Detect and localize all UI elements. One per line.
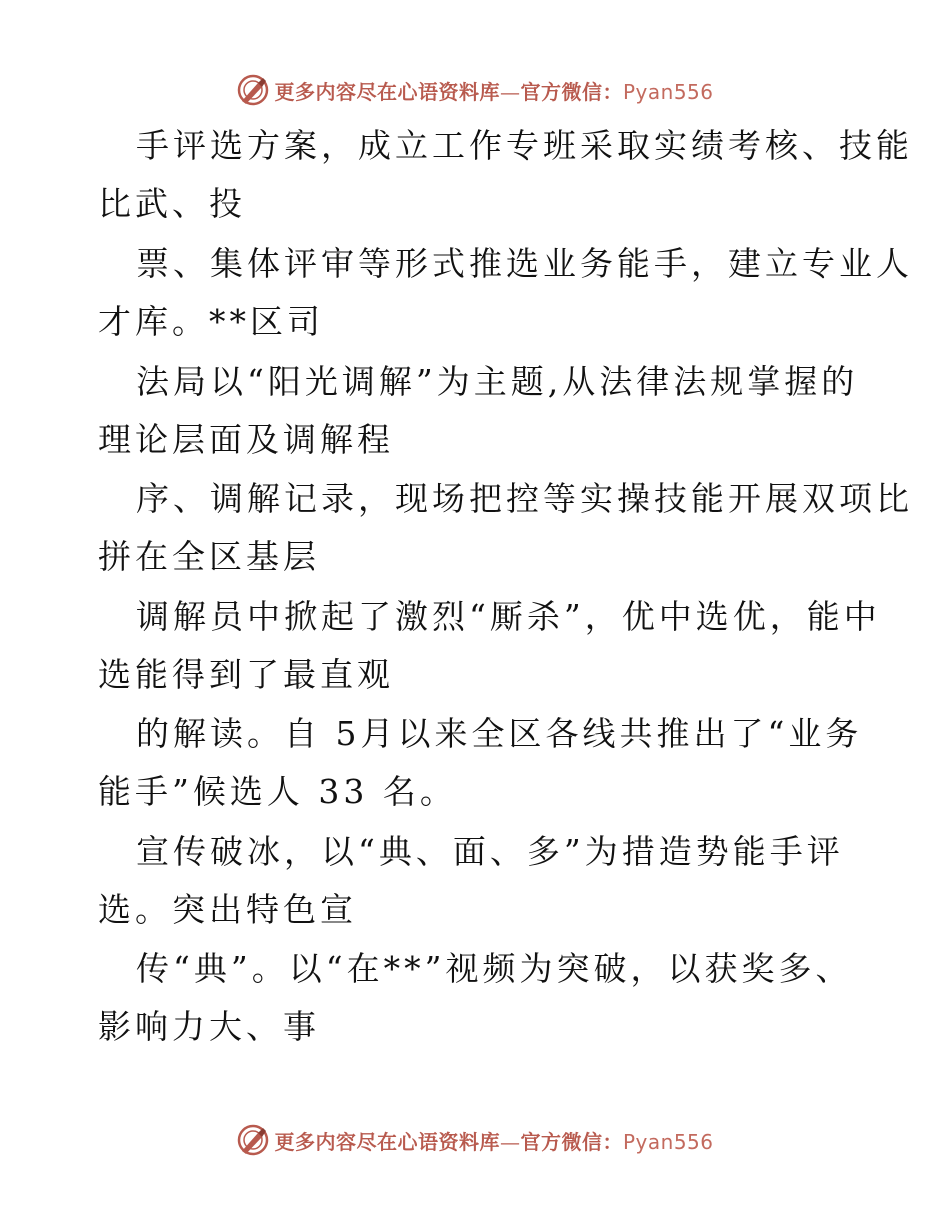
footer-site-text: 更多内容尽在心语资料库 (274, 1129, 500, 1154)
body-line: 选能得到了最直观 (98, 655, 394, 694)
body-line: 理论层面及调解程 (98, 420, 394, 459)
body-line: 比武、投 (98, 184, 246, 223)
body-line: 选。突出特色宣 (98, 890, 357, 929)
footer-wechat-label: 官方微信： (520, 1129, 623, 1154)
footer-dash: — (499, 1129, 521, 1154)
body-line: 手评选方案，成立工作专班采取实绩考核、技能 (136, 126, 913, 165)
body-line: 传“典”。以“在**”视频为突破，以获奖多、 (136, 949, 853, 988)
body-line: 拼在全区基层 (98, 537, 320, 576)
pen-logo-icon (236, 1123, 270, 1157)
body-line: 影响力大、事 (98, 1007, 320, 1046)
body-line: 调解员中掀起了激烈“厮杀”，优中选优，能中 (136, 597, 881, 636)
header-watermark (0, 70, 950, 110)
body-line: 票、集体评审等形式推选业务能手，建立专业人 (136, 244, 913, 283)
footer-watermark (0, 1120, 950, 1160)
body-line: 能手”候选人 33 名。 (98, 772, 457, 811)
header-dash: — (499, 79, 521, 104)
header-wechat-label: 官方微信： (520, 79, 623, 104)
body-line: 的解读。自 5月以来全区各线共推出了“业务 (136, 714, 863, 753)
header-site-text: 更多内容尽在心语资料库 (274, 79, 500, 104)
header-wechat-handle: Pyan556 (622, 79, 714, 104)
body-line: 宣传破冰，以“典、面、多”为措造势能手评 (136, 832, 844, 871)
body-line: 才库。**区司 (98, 302, 324, 341)
body-line: 法局以“阳光调解”为主题,从法律法规掌握的 (136, 362, 859, 401)
footer-wechat-handle: Pyan556 (622, 1129, 714, 1154)
pen-logo-icon (236, 73, 270, 107)
body-line: 序、调解记录，现场把控等实操技能开展双项比 (136, 479, 913, 518)
